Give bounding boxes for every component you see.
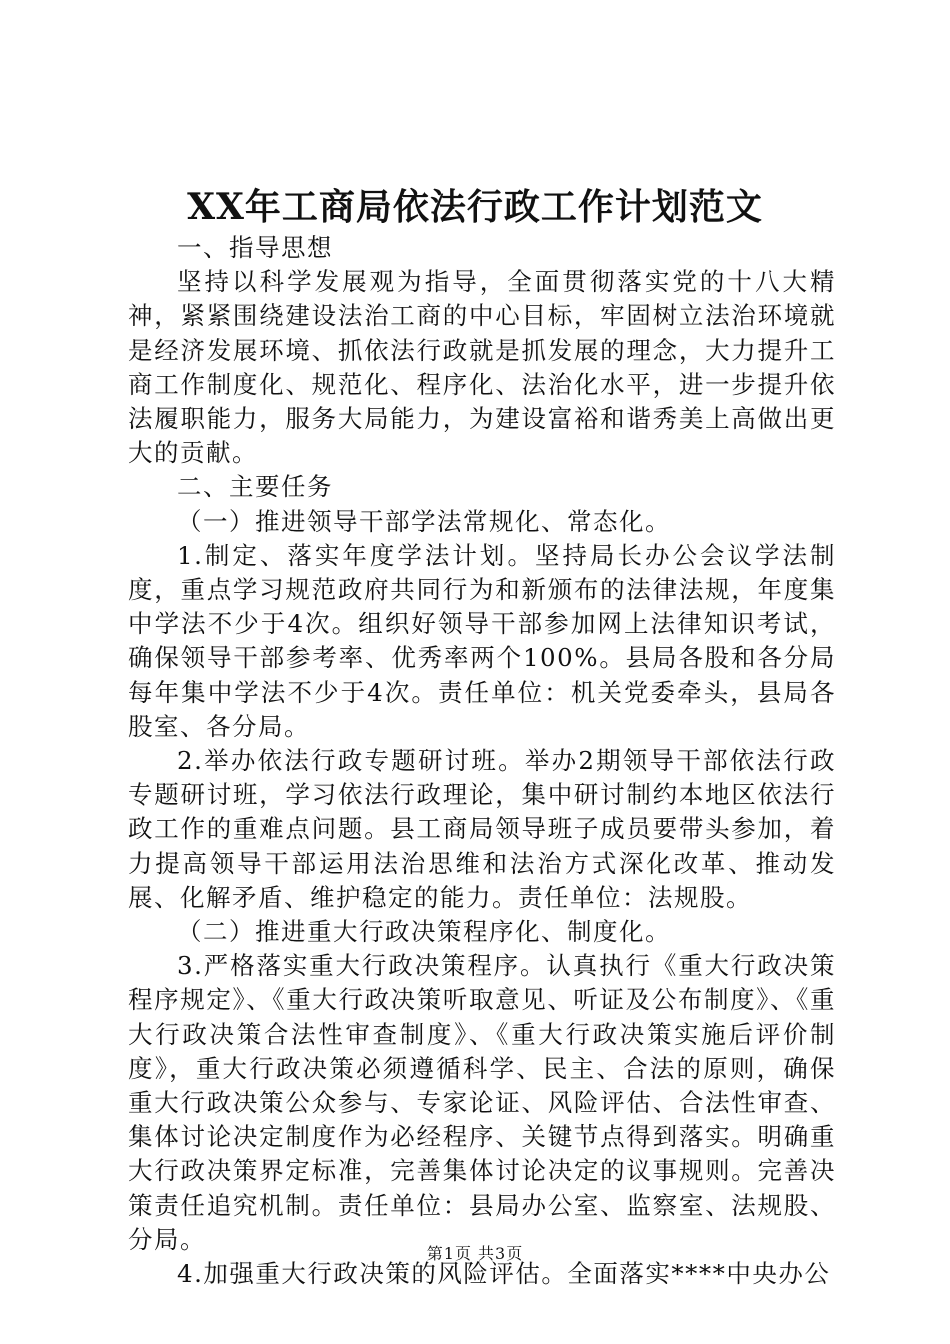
paragraph-item-3: 3.严格落实重大行政决策程序。认真执行《重大行政决策程序规定》、《重大行政决策听取意见、听证及公布制度》、《重大行政决策合法性审查制度》、《重大行政决策实施后评价制度》，重大行政决策必须遵循科学、民主、合法的原则，确保重大行政决策公众参与、专家论证、风险评估、合法性审查、集体讨论决定制度作为必经程序、关键节点得到落实。明确重大行政决策界定标准，完善集体讨论决定的议事规则。完善决策责任追究机制。责任单位：县局办公室、监察室、法规股、分局。 — [128, 951, 836, 1254]
document-title: XX年工商局依法行政工作计划范文 — [187, 186, 763, 228]
document-body — [128, 231, 836, 1291]
paragraph-guiding-ideology: 坚持以科学发展观为指导，全面贯彻落实党的十八大精神，紧紧围绕建设法治工商的中心目标，牢固树立法治环境就是经济发展环境、抓依法行政就是抓发展的理念，大力提升工商工作制度化、规范化、程序化、法治化水平，进一步提升依法履职能力，服务大局能力，为建设富裕和谐秀美上高做出更大的贡献。 — [128, 267, 836, 468]
paragraph-item-1: 1.制定、落实年度学法计划。坚持局长办公会议学法制度，重点学习规范政府共同行为和新颁布的法律法规，年度集中学法不少于4次。组织好领导干部参加网上法律知识考试，确保领导干部参考率、优秀率两个100%。县局各股和各分局每年集中学法不少于4次。责任单位：机关党委牵头，县局各股室、各分局。 — [128, 540, 836, 741]
paragraph-item-2: 2.举办依法行政专题研讨班。举办2期领导干部依法行政专题研讨班，学习依法行政理论，集中研讨制约本地区依法行政工作的重难点问题。县工商局领导班子成员要带头参加，着力提高领导干部运用法治思维和法治方式深化改革、推动发展、化解矛盾、维护稳定的能力。责任单位：法规股。 — [128, 746, 836, 912]
subsection-heading-2: （二）推进重大行政决策程序化、制度化。 — [177, 917, 671, 947]
page-footer: 第1页 共3页 — [426, 1244, 524, 1263]
paragraph-item-4: 4.加强重大行政决策的风险评估。全面落实****中央办公 — [177, 1259, 831, 1289]
subsection-heading-1: （一）推进领导干部学法常规化、常态化。 — [177, 506, 671, 536]
section-heading-main-tasks: 二、主要任务 — [177, 472, 333, 502]
section-heading-guiding-ideology: 一、指导思想 — [177, 233, 333, 262]
